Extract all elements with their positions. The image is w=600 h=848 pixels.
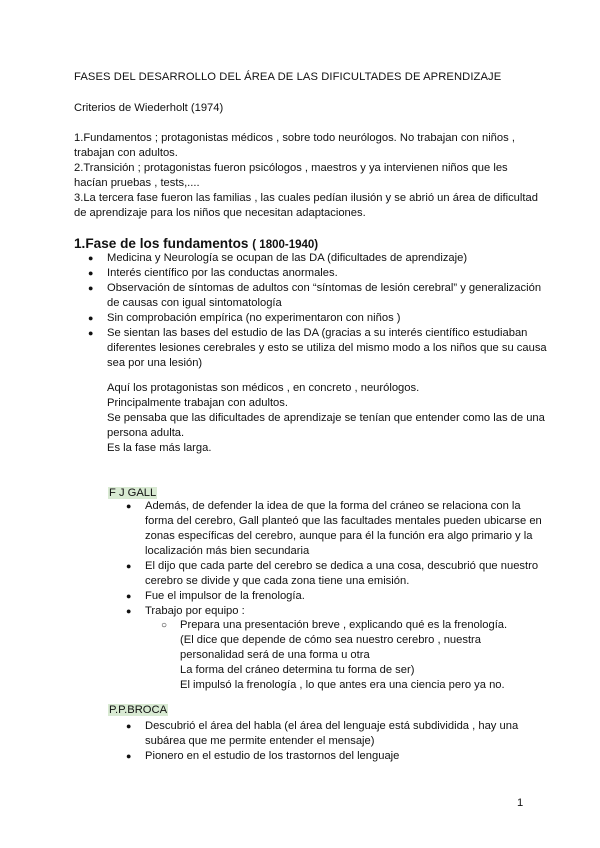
broca-highlight: P.P.BROCA: [109, 704, 168, 716]
phase-item: 1.Fundamentos ; protagonistas médicos , sobre todo neurólogos. No trabajan con niños , trabajan con adultos.: [74, 132, 515, 159]
list-item-text: Observación de síntomas de adultos con “síntomas de lesión cerebral” y generalización de causas con igual sintomatología: [107, 282, 542, 309]
list-item: [126, 559, 545, 589]
phase-item: 3.La tercera fase fueron las familias , las cuales pedían ilusión y se abrió un área de dificultad de aprendizaje para los niños que necesitan adaptaciones.: [74, 192, 538, 219]
list-item: [126, 589, 545, 604]
list-item: [88, 266, 547, 281]
bullet-icon: ●: [126, 606, 132, 616]
sub-continuation-line: (El dice que depende de cómo sea nuestro cerebro , nuestra personalidad será de una forma u otra: [180, 634, 482, 661]
phases-list: [74, 131, 544, 221]
paragraph-line: Principalmente trabajan con adultos.: [107, 397, 288, 409]
broca-bullet-list: [126, 719, 545, 764]
list-item: [88, 326, 547, 371]
page-number: 1: [517, 797, 524, 809]
list-item-text: Fue el impulsor de la frenología.: [145, 590, 305, 602]
list-item-text: Trabajo por equipo :: [145, 605, 245, 617]
list-item-text: Además, de defender la idea de que la forma del cráneo se relaciona con la forma del cerebro, Gall planteó que las facultades mentales pueden ubicarse en zonas específicas del cerebro, aunque para él la función era algo primario y la localización más bien secundaria: [145, 500, 542, 557]
list-item: [126, 499, 545, 559]
sub-list-item-text: Prepara una presentación breve , explicando qué es la frenología.: [180, 619, 508, 631]
list-item: [88, 281, 547, 311]
bullet-icon: ●: [88, 253, 94, 263]
bullet-icon: ●: [126, 501, 132, 511]
section-heading-text: 1.Fase de los fundamentos: [74, 236, 249, 251]
fundamentos-bullet-list: [88, 251, 547, 371]
bullet-icon: ●: [126, 721, 132, 731]
sub-continuation-line: La forma del cráneo determina tu forma de ser): [180, 664, 415, 676]
list-item-text: Pionero en el estudio de los trastornos del lenguaje: [145, 750, 400, 762]
list-item-text: Sin comprobación empírica (no experimentaron con niños ): [107, 312, 401, 324]
broca-label: [108, 703, 168, 718]
paragraph-line: Es la fase más larga.: [107, 442, 212, 454]
sub-continuation-line: El impulsó la frenología , lo que antes era una ciencia pero ya no.: [180, 679, 505, 691]
phase-item: 2.Transición ; protagonistas fueron psicólogos , maestros y ya intervienen niños que les hacían pruebas , tests,....: [74, 162, 508, 189]
list-item: [126, 749, 545, 764]
bullet-icon: ●: [88, 328, 94, 338]
gall-bullet-list: [126, 499, 545, 619]
list-item-text: Interés científico por las conductas anormales.: [107, 267, 338, 279]
gall-sub-list: [161, 618, 540, 693]
list-item-text: Descubrió el área del habla (el área del lenguaje está subdividida , hay una subárea que me permite entender el mensaje): [145, 720, 519, 747]
bullet-icon: ●: [126, 591, 132, 601]
list-item-text: El dijo que cada parte del cerebro se dedica a una cosa, descubrió que nuestro cerebro se divide y que cada zona tiene una emisión.: [145, 560, 539, 587]
paragraph-line: Aquí los protagonistas son médicos , en concreto , neurólogos.: [107, 382, 420, 394]
paragraph-line: Se pensaba que las dificultades de aprendizaje se tenían que entender como las de una persona adulta.: [107, 412, 545, 439]
list-item: [126, 604, 545, 619]
document-title: FASES DEL DESARROLLO DEL ÁREA DE LAS DIFICULTADES DE APRENDIZAJE: [74, 71, 502, 83]
sub-list-item: [161, 618, 540, 693]
bullet-icon: ●: [126, 751, 132, 761]
list-item-text: Se sientan las bases del estudio de las DA (gracias a su interés científico estudiaban diferentes lesiones cerebrales y esto se utiliza del mismo modo a los niños que su causa sea por una lesión): [107, 327, 547, 369]
list-item: [88, 251, 547, 266]
criteria-line: Criterios de Wiederholt (1974): [74, 102, 224, 114]
bullet-icon: ●: [88, 268, 94, 278]
bullet-icon: ●: [88, 283, 94, 293]
section-years: ( 1800-1940): [252, 239, 319, 251]
gall-highlight: F J GALL: [109, 487, 157, 499]
sub-bullet-icon: ○: [161, 620, 168, 631]
list-item-text: Medicina y Neurología se ocupan de las DA (dificultades de aprendizaje): [107, 252, 468, 264]
list-item: [88, 311, 547, 326]
fundamentos-paragraph: [107, 381, 547, 456]
bullet-icon: ●: [126, 561, 132, 571]
bullet-icon: ●: [88, 313, 94, 323]
list-item: [126, 719, 545, 749]
